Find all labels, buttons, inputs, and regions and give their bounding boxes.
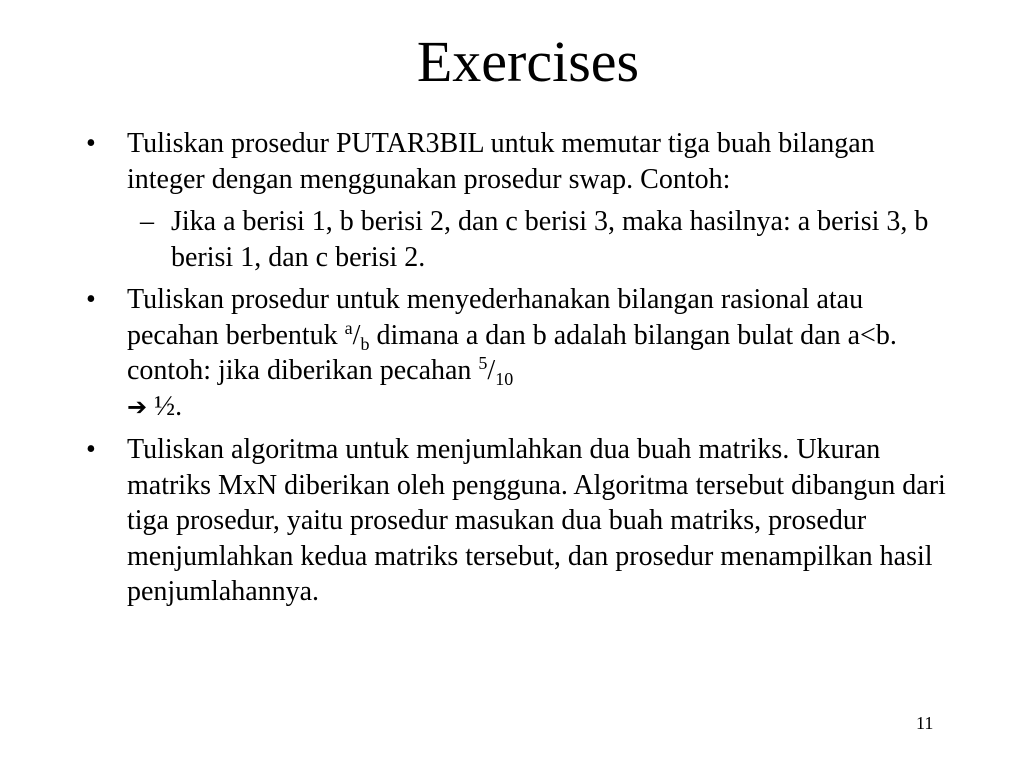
bullet-list — [80, 126, 950, 617]
fraction-denominator: b — [360, 333, 370, 354]
bullet-text-result: ½. — [147, 390, 183, 422]
arrow-right-icon: ➔ — [127, 392, 148, 421]
bullet-item-1 — [80, 126, 950, 197]
fraction-denominator: 10 — [495, 369, 514, 389]
bullet-text-part: dimana a dan b adalah bilangan bulat dan a<b. contoh: jika diberikan pecahan — [127, 319, 897, 386]
bullet-item-3 — [80, 432, 950, 610]
sub-bullet-marker: – — [140, 206, 154, 237]
bullet-marker: • — [86, 128, 96, 159]
bullet-marker: • — [86, 434, 96, 465]
page-number: 11 — [916, 713, 934, 733]
bullet-text: Tuliskan prosedur PUTAR3BIL untuk memutar tiga buah bilangan integer dengan menggunakan prosedur swap. Contoh: — [127, 128, 875, 195]
sub-bullet-item-1 — [80, 204, 950, 275]
bullet-text-part: Tuliskan prosedur untuk menyederhanakan bilangan rasional atau pecahan berbentuk — [127, 284, 864, 351]
bullet-text: Tuliskan algoritma untuk menjumlahkan dua buah matriks. Ukuran matriks MxN diberikan oleh pengguna. Algoritma tersebut dibangun dari tiga prosedur, yaitu prosedur masukan dua buah matriks, prosedur menjumlahkan kedua matriks tersebut, dan prosedur menampilkan hasil penjumlahannya. — [127, 434, 946, 607]
sub-bullet-text: Jika a berisi 1, b berisi 2, dan c berisi 3, maka hasilnya: a berisi 3, b berisi 1, dan c berisi 2. — [171, 206, 929, 273]
fraction-numerator: 5 — [478, 353, 488, 373]
bullet-marker: • — [86, 284, 96, 315]
fraction-numerator: a — [344, 317, 353, 338]
slide-title: Exercises — [416, 29, 640, 94]
bullet-item-2: • Tuliskan prosedur untuk menyederhanakan bilangan rasional atau pecahan berbentuk $^a/_b$ dimana a dan b adalah bilangan bulat dan a<b. contoh: jika diberikan pecahan $^5/_{10}$ ➔ ½. — [86, 284, 897, 422]
